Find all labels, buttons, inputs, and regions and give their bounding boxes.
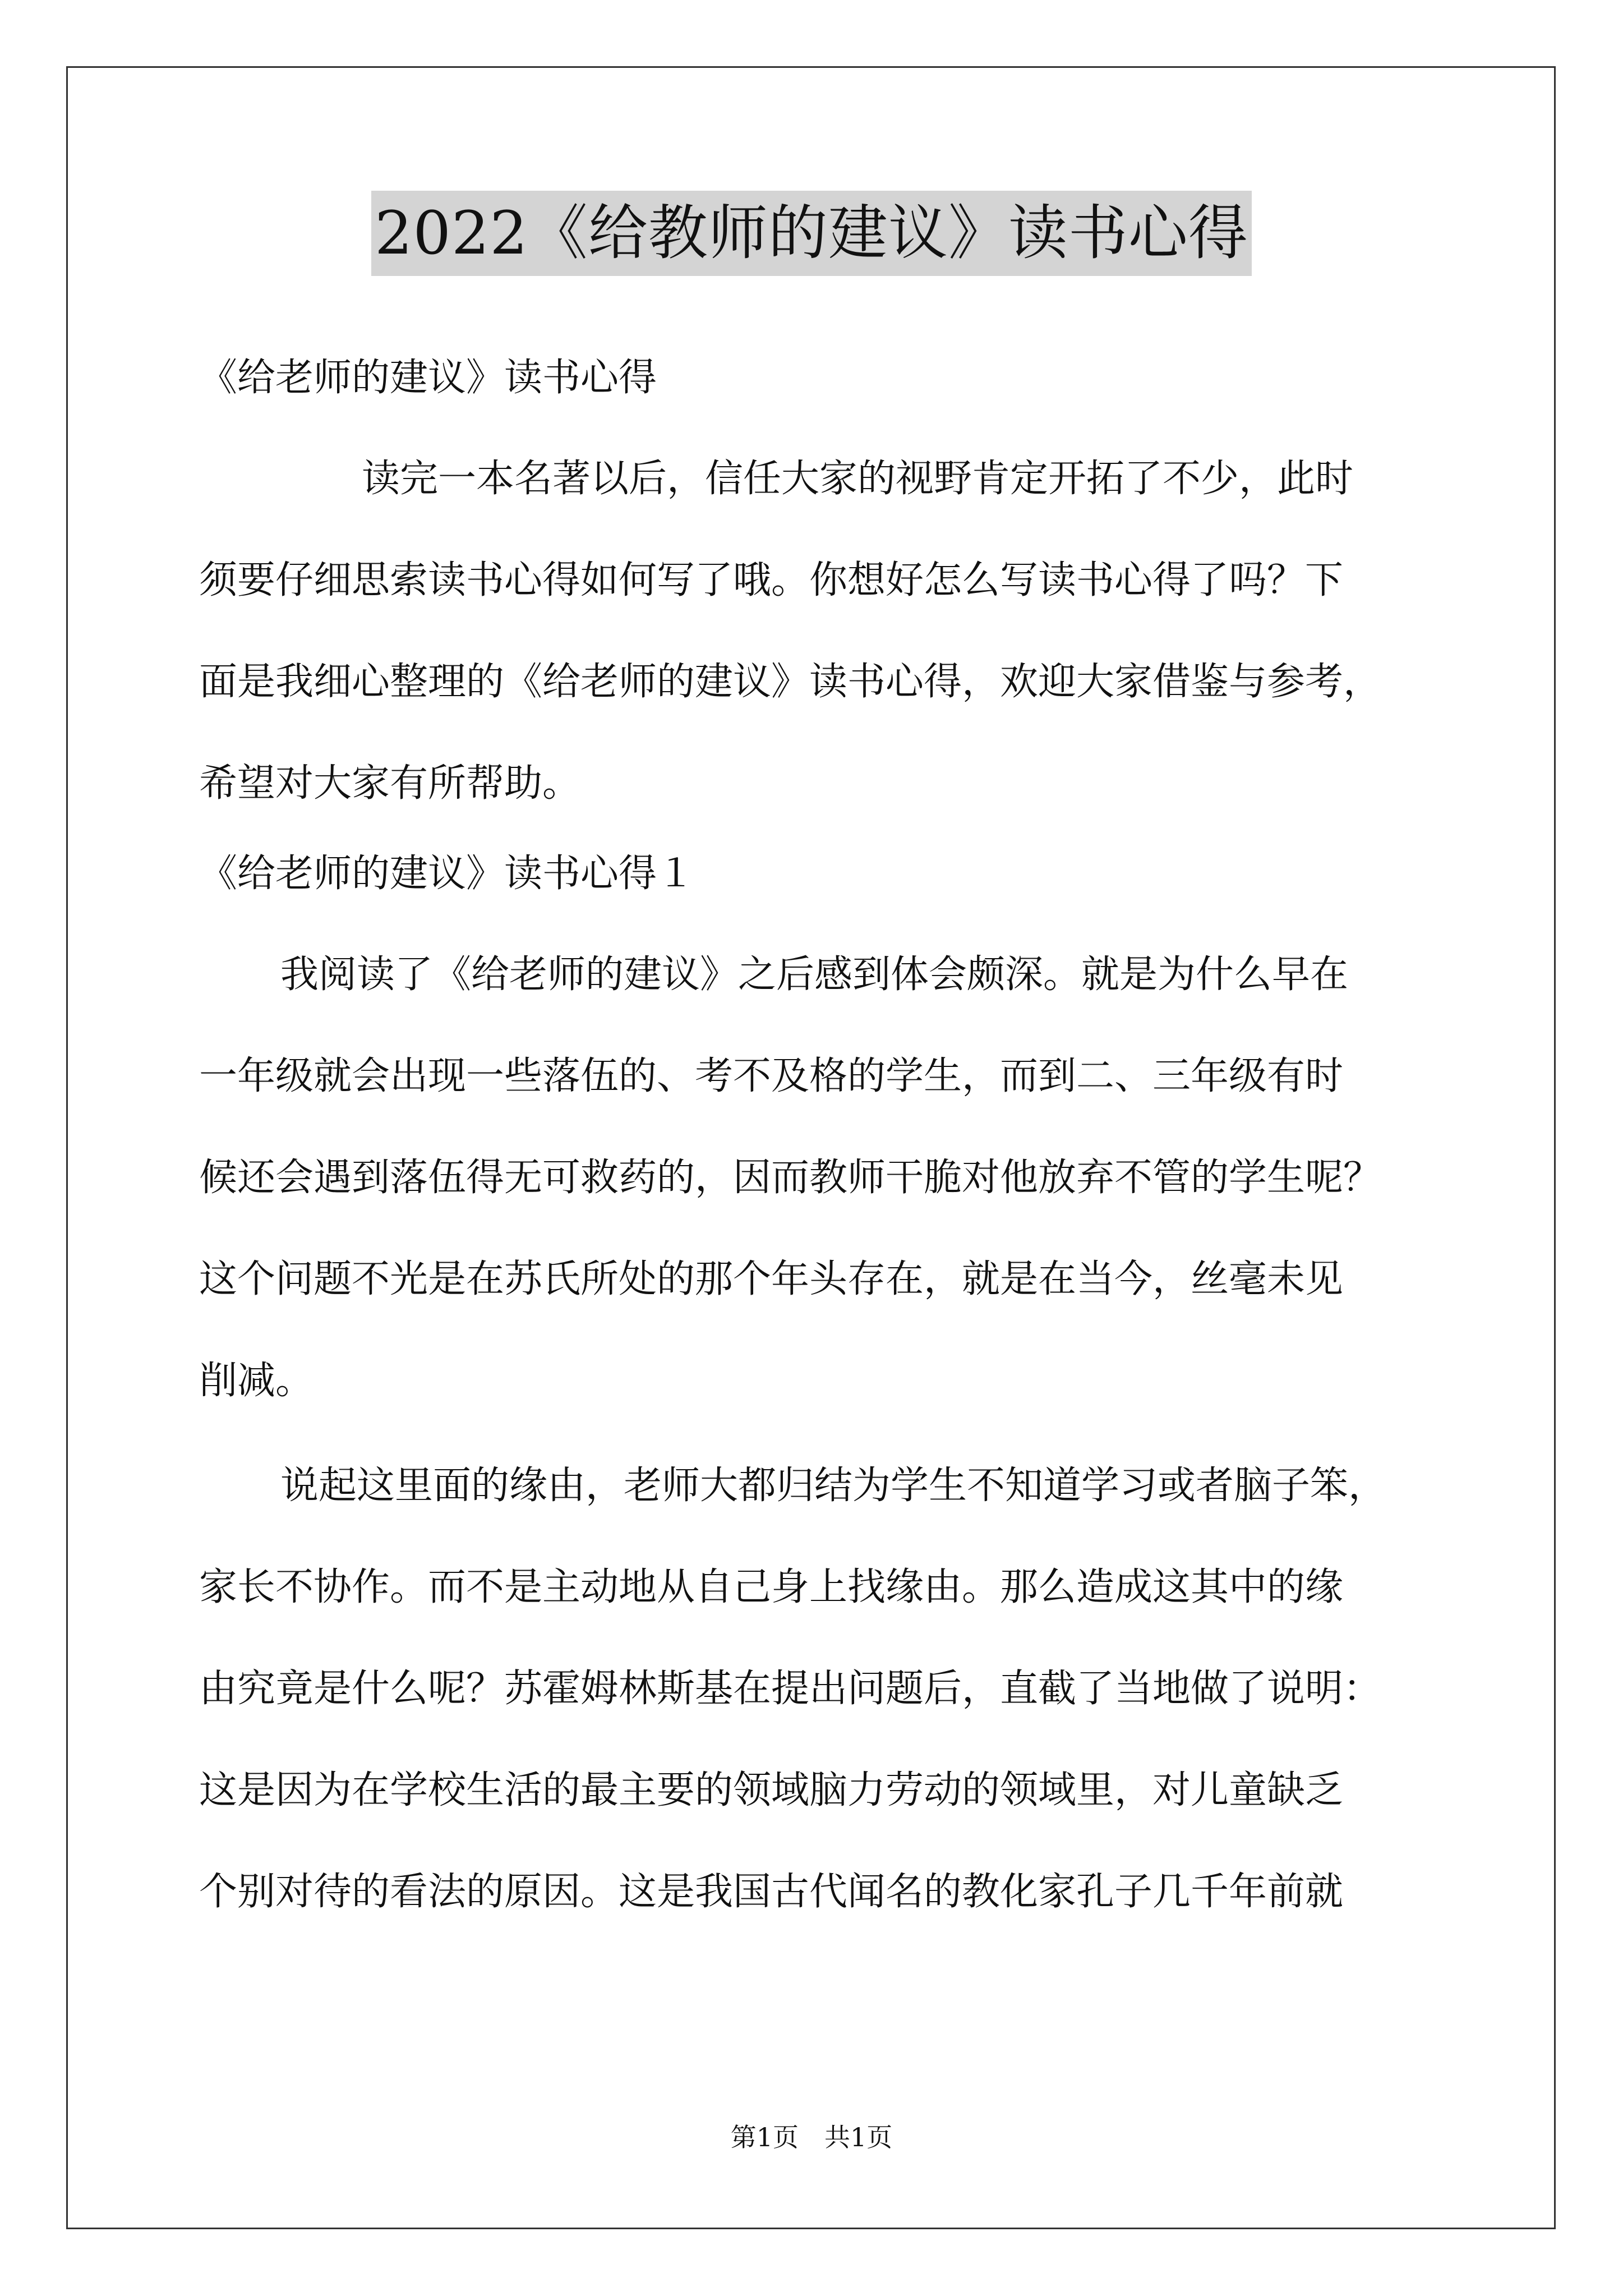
page-footer: 第1页 共1页 (730, 2122, 893, 2152)
text-line: 候还会遇到落伍得无可救药的，因而教师干脆对他放弃不管的学生呢？ (199, 1156, 1382, 1200)
text-line: 削减。 (199, 1359, 314, 1403)
text-line: 须要仔细思索读书心得如何写了哦。你想好怎么写读书心得了吗？下 (199, 558, 1344, 602)
text-line: 读完一本名著以后，信任大家的视野肯定开拓了不少，此时 (362, 457, 1354, 501)
text-line: 这是因为在学校生活的最主要的领域脑力劳动的领域里，对儿童缺乏 (199, 1768, 1344, 1812)
text-line: 我阅读了《给老师的建议》之后感到体会颇深。就是为什么早在 (280, 953, 1349, 997)
text-line: 面是我细心整理的《给老师的建议》读书心得，欢迎大家借鉴与参考， (199, 660, 1382, 704)
text-line: 希望对大家有所帮助。 (199, 761, 581, 806)
text-line: 一年级就会出现一些落伍的、考不及格的学生，而到二、三年级有时 (199, 1054, 1344, 1098)
document-body (199, 339, 1433, 1943)
text-line: 家长不协作。而不是主动地从自己身上找缘由。那么造成这其中的缘 (199, 1565, 1344, 1609)
text-line: 个别对待的看法的原因。这是我国古代闻名的教化家孔子几千年前就 (199, 1870, 1344, 1914)
paragraph-2 (199, 1435, 1433, 1943)
document-title: 2022《给教师的建议》读书心得 (371, 191, 1252, 276)
intro-paragraph (199, 428, 1433, 834)
text-line: 这个问题不光是在苏氏所处的那个年头存在，就是在当今，丝毫未见 (199, 1257, 1344, 1301)
title-container (0, 191, 1623, 276)
paragraph-1 (199, 924, 1433, 1432)
text-line: 由究竟是什么呢？苏霍姆林斯基在提出问题后，直截了当地做了说明： (199, 1667, 1382, 1711)
text-line: 说起这里面的缘由，老师大都归结为学生不知道学习或者脑子笨， (280, 1464, 1387, 1508)
section-heading: 《给老师的建议》读书心得１ (199, 852, 695, 896)
subtitle: 《给老师的建议》读书心得 (199, 356, 657, 400)
